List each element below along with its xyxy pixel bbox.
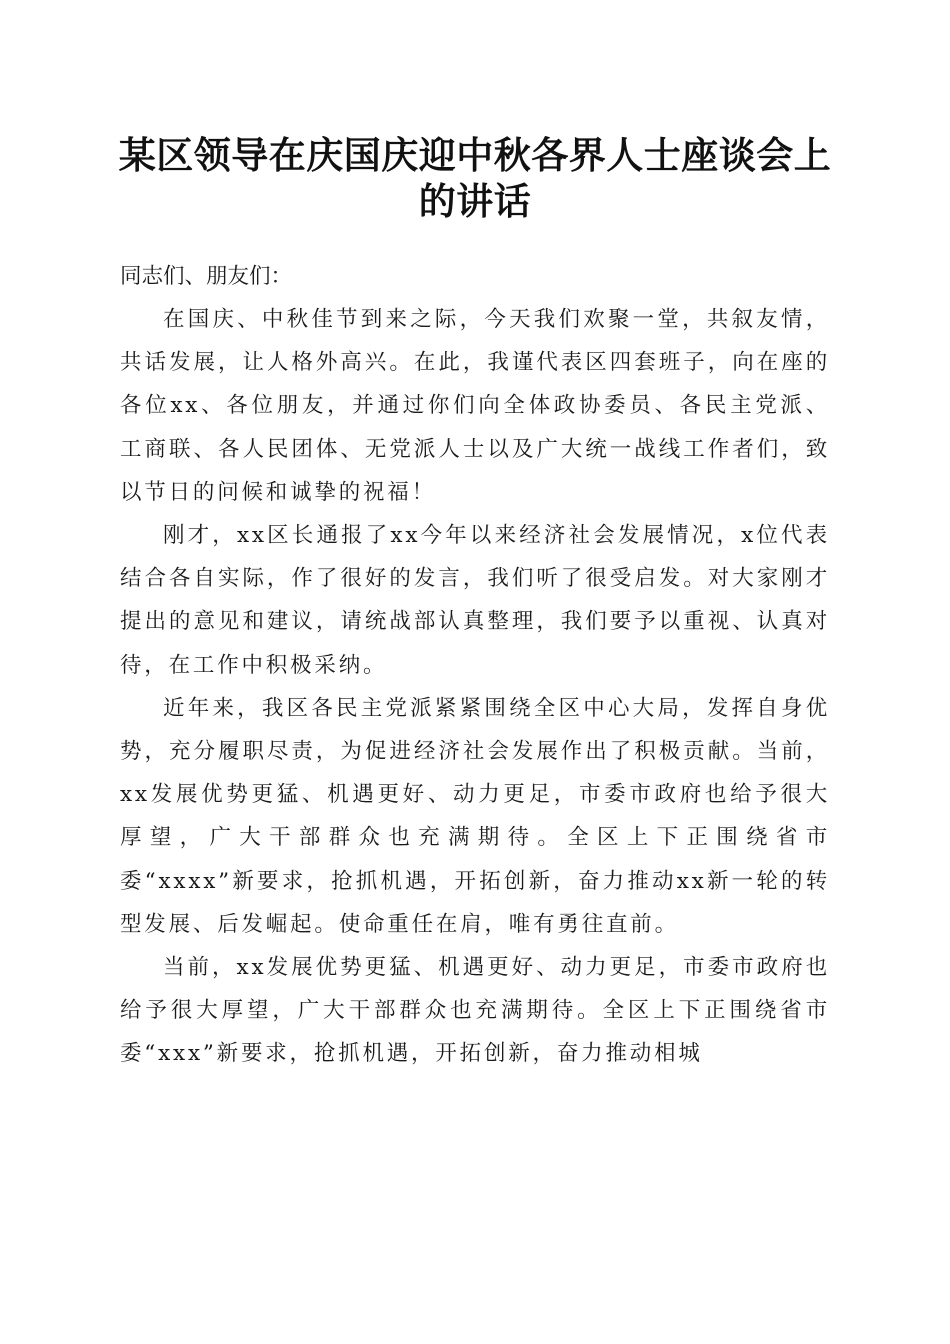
document-title: 某区领导在庆国庆迎中秋各界人士座谈会上的讲话 [118,133,832,223]
paragraph-2: 刚才，xx区长通报了xx今年以来经济社会发展情况，x位代表结合各自实际，作了很好的发言，我们听了很受启发。对大家刚才提出的意见和建议，请统战部认真整理，我们要予以重视、认真对待，在工作中积极采纳。 [120,523,830,678]
paragraph-4: 当前，xx发展优势更猛、机遇更好、动力更足，市委市政府也给予很大厚望，广大干部群众也充满期待。全区上下正围绕省市委“xxx”新要求，抢抓机遇，开拓创新，奋力推动相城 [120,955,830,1067]
document-body [120,255,830,1076]
salutation: 同志们、朋友们： [120,264,293,289]
paragraph-1: 在国庆、中秋佳节到来之际，今天我们欢聚一堂，共叙友情，共话发展，让人格外高兴。在此，我谨代表区四套班子，向在座的各位xx、各位朋友，并通过你们向全体政协委员、各民主党派、工商联、各人民团体、无党派人士以及广大统一战线工作者们，致以节日的问候和诚挚的祝福！ [120,307,830,505]
paragraph-3: 近年来，我区各民主党派紧紧围绕全区中心大局，发挥自身优势，充分履职尽责，为促进经济社会发展作出了积极贡献。当前，xx发展优势更猛、机遇更好、动力更足，市委市政府也给予很大厚望，广大干部群众也充满期待。全区上下正围绕省市委“xxxx”新要求，抢抓机遇，开拓创新，奋力推动xx新一轮的转型发展、后发崛起。使命重任在肩，唯有勇往直前。 [120,695,830,937]
